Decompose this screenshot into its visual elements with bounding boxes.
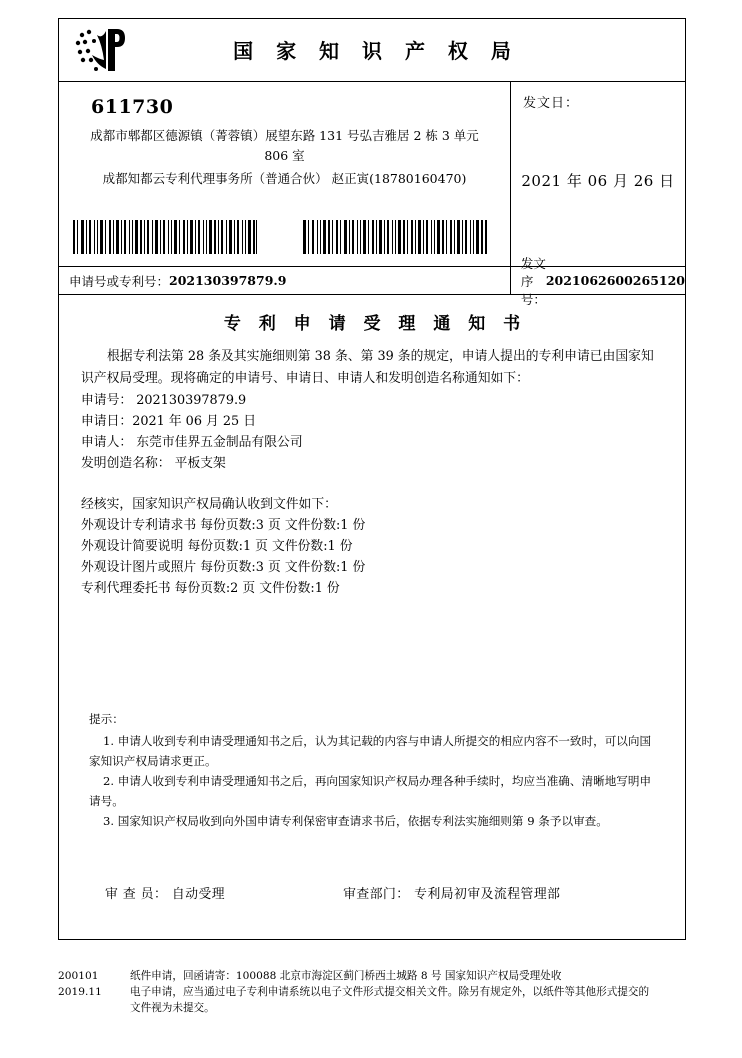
barcode-area — [73, 220, 493, 256]
received-documents-block — [59, 494, 685, 599]
footer-text — [130, 968, 686, 1016]
application-number-label: 申请号或专利号： — [69, 273, 170, 289]
spacer — [59, 474, 685, 494]
application-number-cell — [59, 267, 511, 294]
examiner-row — [59, 883, 685, 902]
footer-form-code: 200101 — [58, 970, 99, 982]
document-footer — [58, 968, 686, 1016]
notes-title: 提示： — [89, 712, 124, 726]
received-document-item: 外观设计图片或照片 每份页数:3 页 文件份数:1 份 — [81, 560, 366, 575]
notes-block — [59, 709, 685, 831]
department-value: 专利局初审及流程管理部 — [414, 887, 561, 902]
barcode-serial — [303, 220, 488, 254]
note-item: 2. 申请人收到专利申请受理通知书之后，再向国家知识产权局办理各种手续时，均应当准确、清晰地写明申请号。 — [89, 774, 652, 808]
department-block — [343, 883, 560, 902]
notice-paragraph-1: 根据专利法第 28 条及其实施细则第 38 条、第 39 条的规定，申请人提出的专利申请已由国家知识产权局受理。现将确定的申请号、申请日、申请人和发明创造名称通知如下： — [81, 349, 654, 386]
note-item: 1. 申请人收到专利申请受理通知书之后，认为其记载的内容与申请人所提交的相应内容不一致时，可以向国家知识产权局请求更正。 — [89, 734, 652, 768]
received-document-item: 专利代理委托书 每份页数:2 页 文件份数:1 份 — [81, 581, 340, 596]
footer-line-1: 纸件申请，回函请寄：100088 北京市海淀区蓟门桥西土城路 8 号 国家知识产权局受理处收 — [130, 970, 562, 982]
department-label: 审查部门： — [343, 887, 410, 902]
page-title: 国 家 知 识 产 权 局 — [233, 39, 519, 63]
field-application-number: 申请号： 202130397879.9 — [81, 393, 247, 408]
numbers-row — [59, 255, 685, 307]
send-date-value: 2021 年 06 月 26 日 — [521, 172, 675, 190]
addressee-address — [69, 126, 500, 189]
note-item: 3. 国家知识产权局收到向外国申请专利保密审查请求书后，依据专利法实施细则第 9 条予以审查。 — [103, 814, 608, 828]
barcode-application — [73, 220, 258, 254]
footer-line-3: 文件视为未提交。 — [130, 1002, 215, 1014]
address-line-1: 成都市郫都区德源镇（菁蓉镇）展望东路 131 号弘吉雅居 2 栋 3 单元 — [90, 128, 479, 143]
examiner-label: 审 查 员： — [105, 887, 168, 902]
received-document-item: 外观设计简要说明 每份页数:1 页 文件份数:1 份 — [81, 539, 353, 554]
field-applicant: 申请人： 东莞市佳界五金制品有限公司 — [81, 435, 303, 450]
registration-number: 611730 — [91, 96, 174, 118]
document-header — [59, 19, 685, 82]
serial-number-label: 发文序号： — [520, 255, 546, 307]
addressee-block — [59, 82, 511, 266]
footer-codes — [58, 968, 130, 1016]
application-fields — [59, 390, 685, 474]
received-documents-header: 经核实，国家知识产权局确认收到文件如下： — [81, 497, 337, 512]
field-application-date: 申请日：2021 年 06 月 25 日 — [81, 414, 257, 429]
received-document-item: 外观设计专利请求书 每份页数:3 页 文件份数:1 份 — [81, 518, 366, 533]
send-date-block — [511, 82, 685, 266]
footer-line-2: 电子申请，应当通过电子专利申请系统以电子文件形式提交相关文件。除另有规定外，以纸件等其他形式提交的 — [130, 986, 650, 998]
serial-number-cell — [511, 255, 685, 307]
serial-number-value: 2021062600265120 — [545, 273, 685, 288]
agent-line: 成都知都云专利代理事务所（普通合伙） 赵正寅(18780160470) — [102, 171, 467, 186]
examiner-block — [105, 883, 225, 902]
address-date-row — [59, 82, 685, 267]
notice-title: 专 利 申 请 受 理 通 知 书 — [223, 314, 527, 334]
address-line-2: 806 室 — [264, 148, 305, 163]
application-number-value: 202130397879.9 — [169, 273, 287, 288]
examiner-value: 自动受理 — [171, 887, 226, 902]
send-date-label: 发文日： — [523, 96, 580, 111]
document-body — [59, 295, 685, 939]
document-frame — [58, 18, 686, 940]
field-invention-title: 发明创造名称： 平板支架 — [81, 456, 226, 471]
footer-version: 2019.11 — [58, 986, 102, 998]
